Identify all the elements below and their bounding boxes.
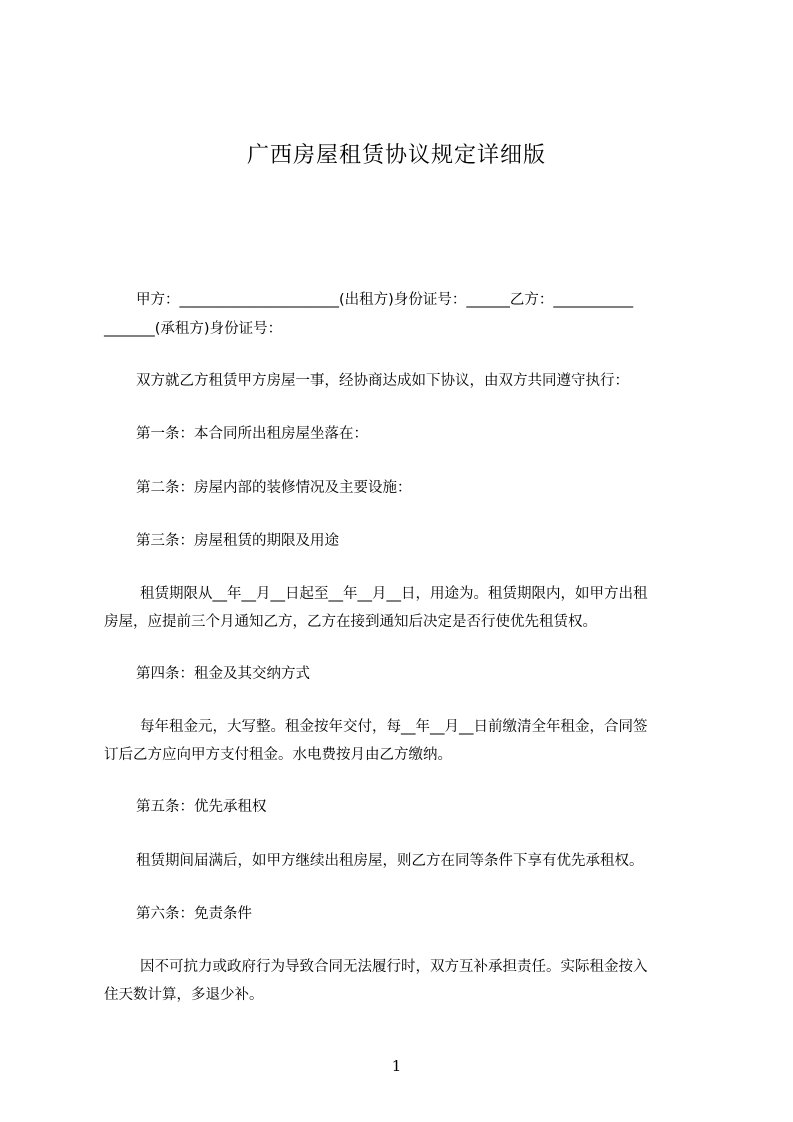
party-b-line: _______(承租方)身份证号： — [104, 321, 283, 337]
article-1-heading: 第一条：本合同所出租房屋坐落在： — [136, 426, 368, 442]
article-2-heading: 第二条：房屋内部的装修情况及主要设施： — [136, 480, 412, 496]
article-4-text-line-1: 每年租金元，大写整。租金按年交付，每__年__月__日前缴清全年租金，合同签 — [140, 719, 648, 735]
article-5-text: 租赁期间届满后，如甲方继续出租房屋，则乙方在同等条件下享有优先承租权。 — [136, 853, 644, 869]
article-5-heading: 第五条：优先承租权 — [136, 799, 267, 815]
article-3-heading: 第三条：房屋租赁的期限及用途 — [136, 533, 339, 549]
article-6-text-line-2: 住天数计算，多退少补。 — [104, 987, 264, 1003]
article-3-text-line-2: 房屋，应提前三个月通知乙方，乙方在接到通知后决定是否行使优先租赁权。 — [104, 614, 597, 630]
article-4-text-line-2: 订后乙方应向甲方支付租金。水电费按月由乙方缴纳。 — [104, 747, 452, 763]
party-a-line: 甲方：______________________(出租方)身份证号：______乙方：___________ — [136, 292, 634, 308]
article-6-heading: 第六条：免责条件 — [136, 906, 252, 922]
document-title: 广西房屋租赁协议规定详细版 — [246, 143, 546, 168]
article-3-text-line-1: 租赁期限从__年__月__日起至__年__月__日，用途为。租赁期限内，如甲方出租 — [140, 586, 648, 602]
article-4-heading: 第四条：租金及其交纳方式 — [136, 666, 310, 682]
page-number: 1 — [391, 1057, 402, 1075]
agreement-intro: 双方就乙方租赁甲方房屋一事，经协商达成如下协议，由双方共同遵守执行： — [136, 373, 629, 389]
article-6-text-line-1: 因不可抗力或政府行为导致合同无法履行时，双方互补承担责任。实际租金按入 — [140, 959, 648, 975]
